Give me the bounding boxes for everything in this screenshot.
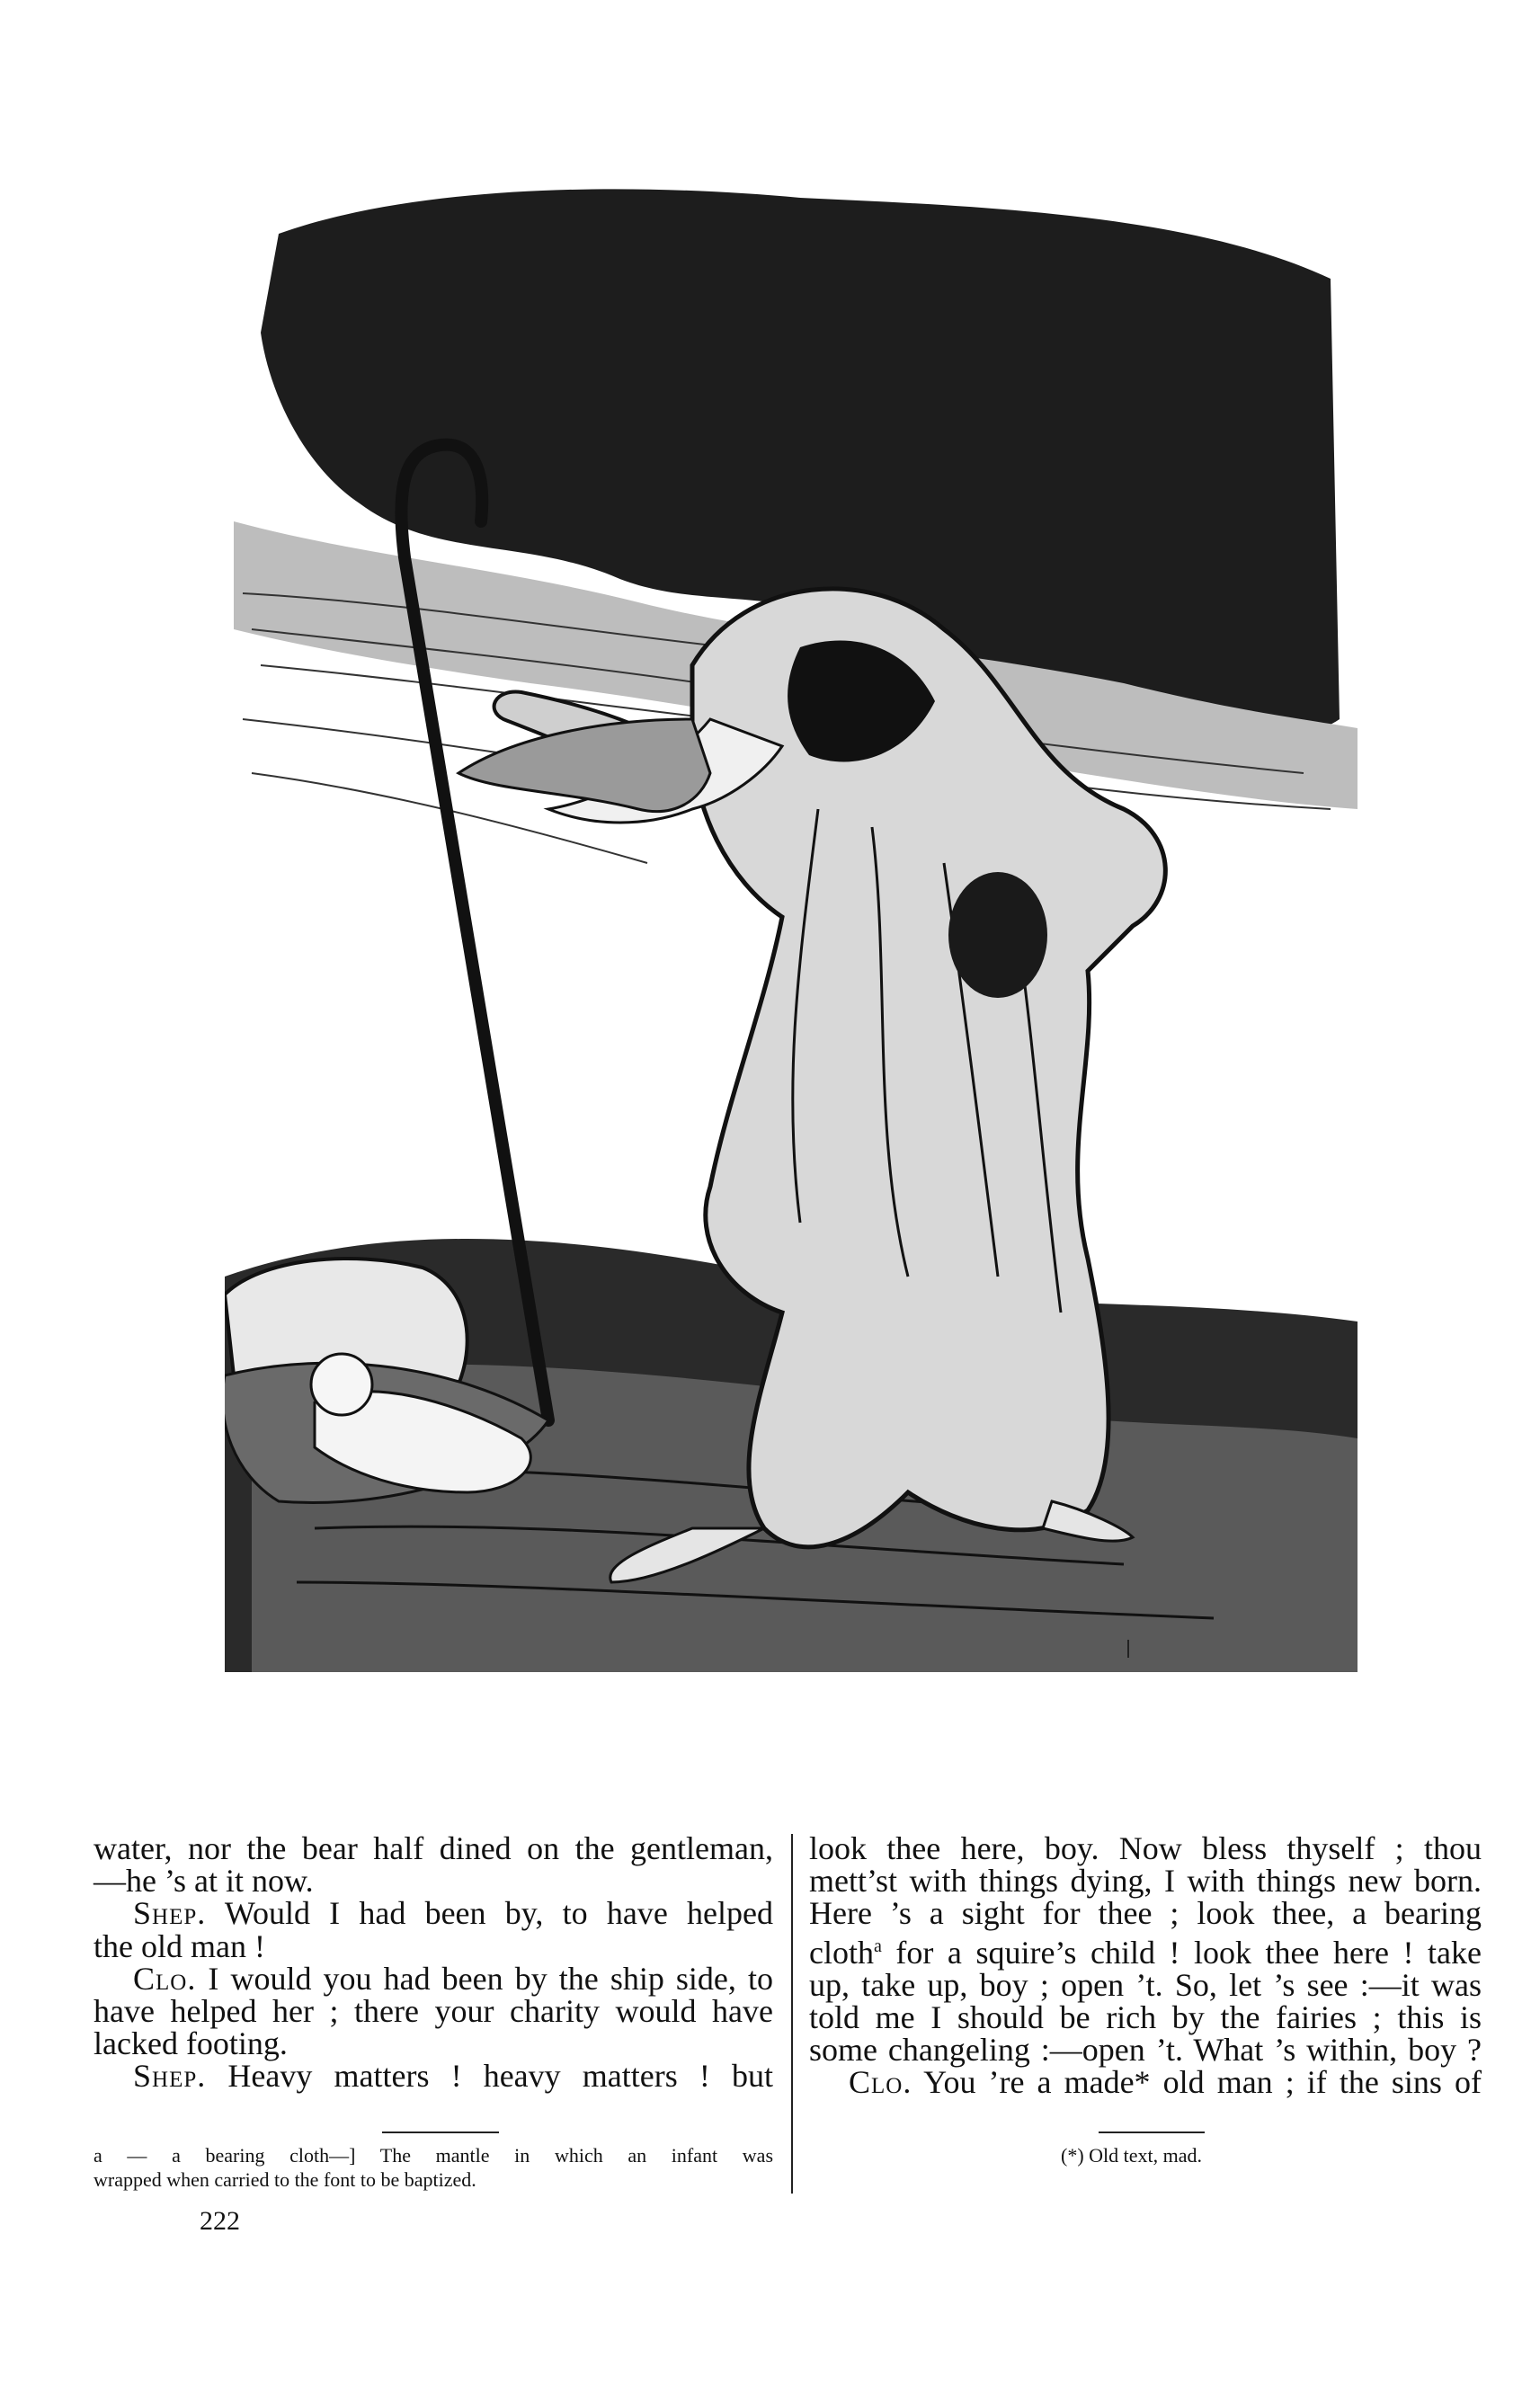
- speech-text: Heavy matters ! heavy matters ! but: [227, 2058, 774, 2095]
- text-line: mett’st with things dying, I with things new born.: [809, 1863, 1482, 1900]
- shepherd-infant-icon: [225, 180, 1366, 1672]
- footnote-rule: [382, 2131, 499, 2133]
- speaker-name: Shep.: [133, 1895, 207, 1932]
- text-line: water, nor the bear half dined on the gentleman,: [93, 1830, 773, 1866]
- speech-text: Would I had been by, to have helped: [224, 1895, 773, 1932]
- speech-text: You ’re a made* old man ; if the sins of: [923, 2064, 1482, 2101]
- speaker-name: Clo.: [849, 2064, 912, 2101]
- right-text-column: [809, 1832, 1482, 2099]
- text-line: told me I should be rich by the fairies ; this is: [809, 1999, 1482, 2036]
- page-number: 222: [200, 2206, 240, 2236]
- text-line: —he ’s at it now.: [93, 1863, 314, 1900]
- footnote-marker: a: [873, 1936, 882, 1956]
- speech-line: [93, 2058, 774, 2095]
- footnote-rule: [1099, 2131, 1205, 2133]
- speech-line: [93, 1895, 773, 1932]
- text-line: have helped her ; there your charity would have: [93, 1993, 773, 2030]
- text-line: Here ’s a sight for thee ; look thee, a bearing: [809, 1895, 1482, 1932]
- text-line: the old man !: [93, 1927, 265, 1964]
- text-line: some changeling :—open ’t. What ’s within, boy ?: [809, 2032, 1482, 2069]
- footnote-line: wrapped when carried to the font to be baptized.: [93, 2168, 476, 2191]
- column-divider: [791, 1834, 793, 2194]
- text-line: up, take up, boy ; open ’t. So, let ’s see :—it was: [809, 1966, 1482, 2003]
- engraving-illustration: [225, 180, 1366, 1672]
- footnote-line: a — a bearing cloth—] The mantle in which an infant was: [93, 2144, 773, 2167]
- text-line: lacked footing.: [93, 2025, 288, 2062]
- left-text-column: [93, 1832, 773, 2093]
- text-line: look thee here, boy. Now bless thyself ; thou: [809, 1830, 1482, 1866]
- speaker-name: Clo.: [133, 1960, 197, 1997]
- speech-text: I would you had been by the ship side, to: [208, 1960, 773, 1997]
- speech-line: [809, 2064, 1482, 2101]
- text-line-rest: for a squire’s child ! look thee here ! take: [895, 1934, 1482, 1971]
- cloth-word: cloth: [809, 1934, 874, 1971]
- footnote-old-text: (*) Old text, mad.: [1061, 2144, 1203, 2167]
- margin-tick: [1127, 1640, 1129, 1658]
- speaker-name: Shep.: [133, 2058, 207, 2095]
- footnote-bearing-cloth: [93, 2143, 773, 2192]
- speech-line: [93, 1962, 773, 1995]
- text-line: [809, 1930, 1482, 1969]
